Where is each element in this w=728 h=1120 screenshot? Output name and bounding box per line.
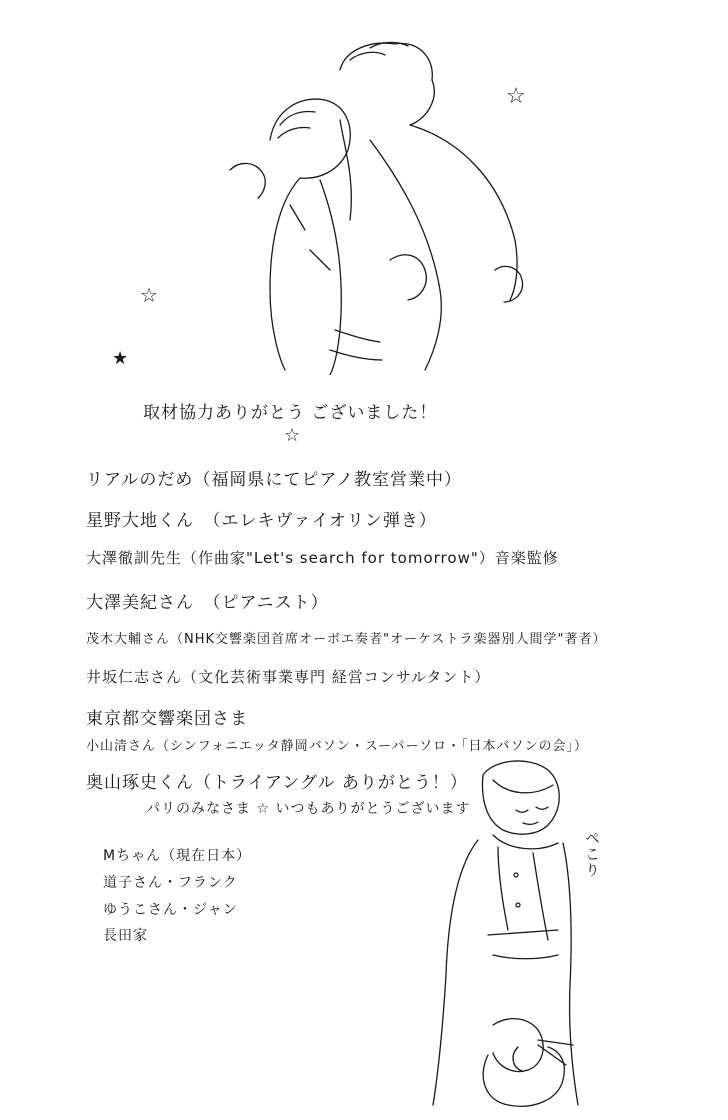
thanks-heading: 取材協力ありがとう ございました！ bbox=[143, 403, 438, 423]
paris-person: ゆうこさん・ジャン bbox=[103, 902, 238, 918]
star-icon: ☆ bbox=[140, 283, 158, 307]
paris-person: 長田家 bbox=[103, 928, 148, 944]
paris-thanks-line: パリのみなさま ☆ いつもありがとうございます bbox=[146, 801, 471, 817]
credit-line: 小山清さん（シンフォニエッタ静岡バソン・スーパーソロ・「日本バソンの会」） bbox=[86, 739, 588, 754]
bow-sound-effect: ペこり bbox=[583, 830, 601, 878]
credit-line: 東京都交響楽団さま bbox=[86, 709, 248, 729]
credit-line: 奥山琢史くん（トライアングル ありがとう！） bbox=[86, 773, 468, 793]
credit-line: 大澤徹訓先生（作曲家"Let's search for tomorrow"）音楽監修 bbox=[86, 549, 559, 567]
credit-line: 茂木大輔さん（NHK交響楽団首席オーボエ奏者"オーケストラ楽器別人間学"著者） bbox=[86, 632, 607, 647]
bowing-girl-illustration bbox=[398, 755, 588, 1115]
credit-line: リアルのだめ（福岡県にてピアノ教室営業中） bbox=[86, 470, 462, 490]
paris-person: 道子さん・フランク bbox=[103, 875, 238, 891]
credit-line: 大澤美紀さん （ピアニスト） bbox=[86, 593, 329, 613]
paris-person: Mちゃん（現在日本） bbox=[103, 848, 252, 864]
star-icon: ★ bbox=[112, 348, 129, 369]
hugging-couple-illustration bbox=[170, 30, 540, 375]
star-icon: ☆ bbox=[284, 425, 301, 446]
credit-line: 星野大地くん （エレキヴァイオリン弾き） bbox=[86, 511, 437, 531]
credit-line: 井坂仁志さん（文化芸術事業専門 経営コンサルタント） bbox=[86, 668, 491, 686]
star-icon: ☆ bbox=[506, 84, 526, 109]
